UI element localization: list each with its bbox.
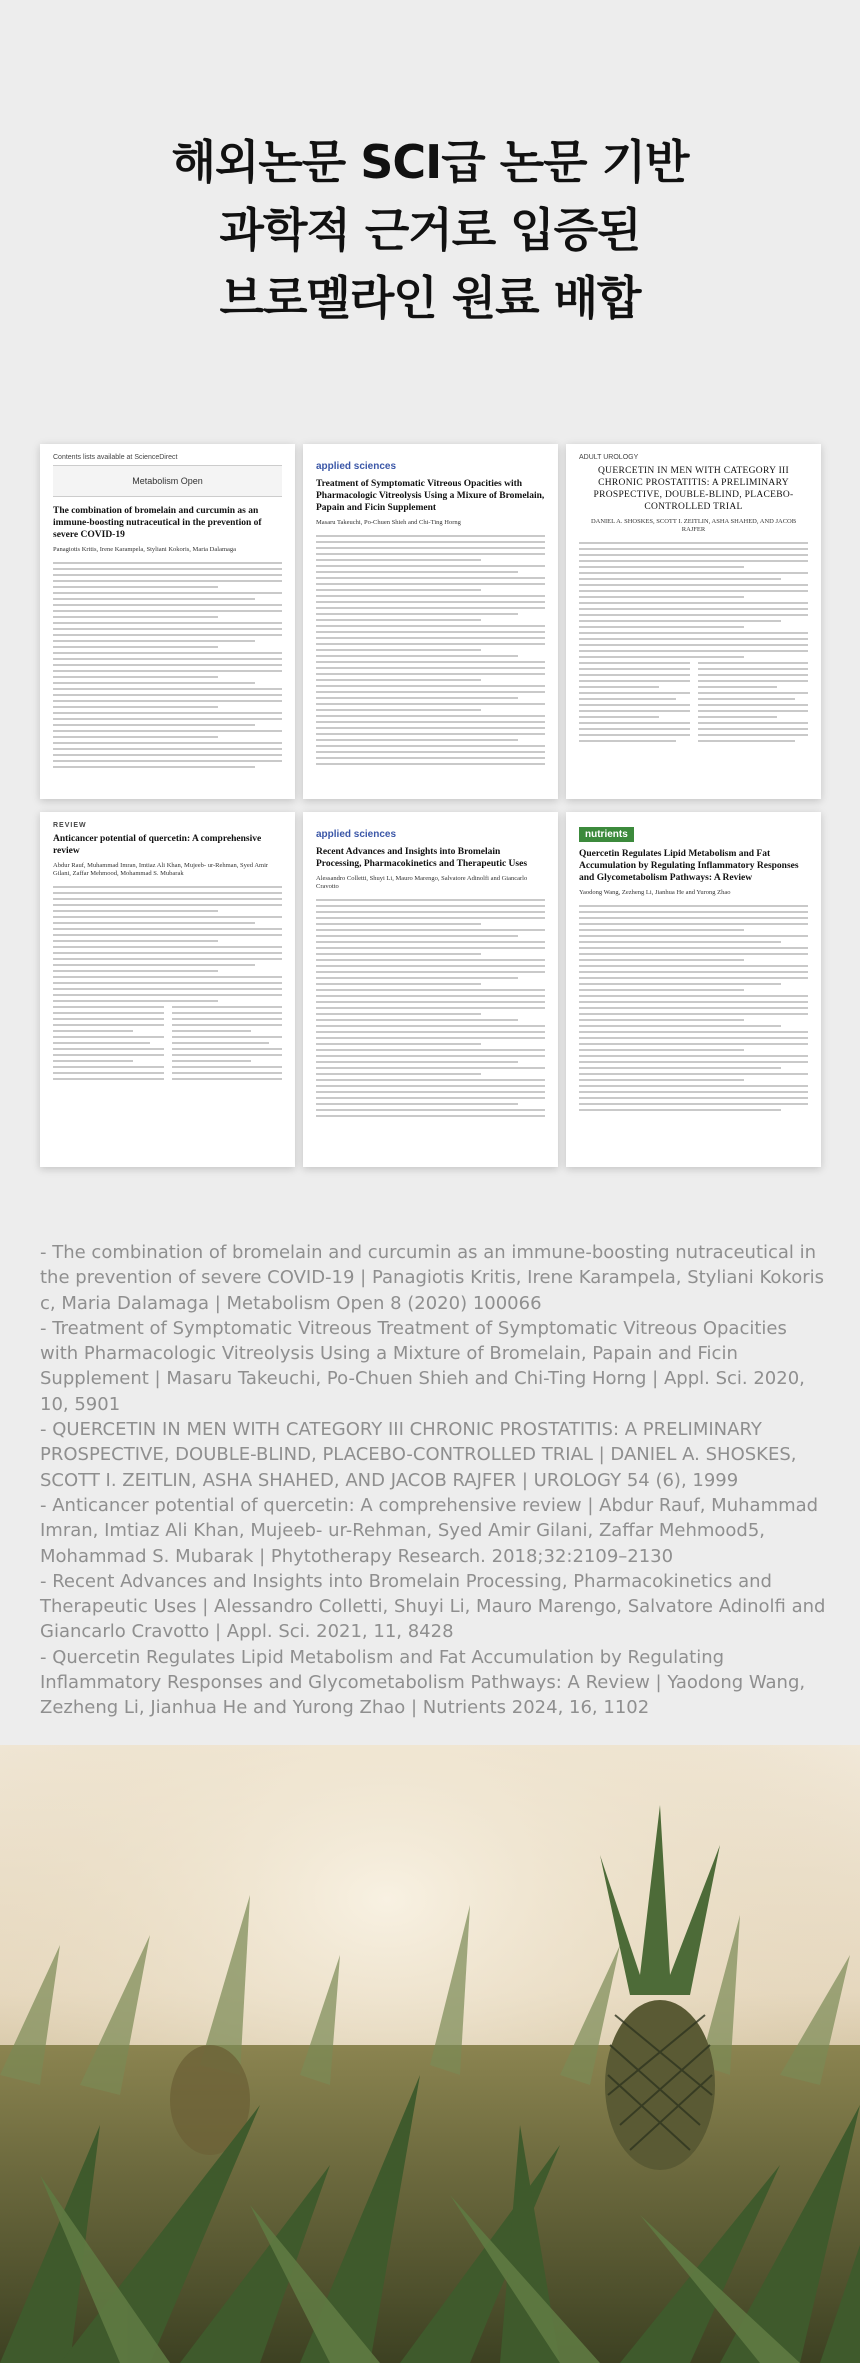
reference-list	[40, 1240, 830, 1721]
paper-body-lines	[579, 542, 808, 658]
paper-thumbnail-6	[566, 812, 821, 1167]
paper-grid	[40, 444, 820, 1167]
pineapple-field-photo	[0, 1745, 860, 2363]
paper-thumbnail-5	[303, 812, 558, 1167]
paper-columns	[53, 1006, 282, 1084]
paper-thumbnail-1	[40, 444, 295, 799]
paper-banner: Metabolism Open	[53, 465, 282, 497]
paper-thumbnail-3	[566, 444, 821, 799]
paper-journal: nutrients	[579, 827, 634, 842]
paper-body-lines	[316, 535, 545, 765]
paper-authors: Panagiotis Kritis, Irene Karampela, Styliani Kokoris, Maria Dalamaga	[53, 546, 237, 553]
reference-item: - Quercetin Regulates Lipid Metabolism and Fat Accumulation by Regulating Inflammatory Responses and Glycometabolism Pathways: A Review | Yaodong Wang, Zezheng Li, Jianhua He and Yurong Zhao | Nutrients 2024, 16, 1102	[40, 1646, 806, 1719]
paper-journal: applied sciences	[316, 829, 397, 840]
paper-body-lines	[53, 562, 282, 768]
paper-authors: Alessandro Colletti, Shuyi Li, Mauro Marengo, Salvatore Adinolfi and Giancarlo Cravotto	[316, 875, 528, 890]
paper-authors: Masaru Takeuchi, Po-Chuen Shieh and Chi-Ting Horng	[316, 519, 461, 526]
reference-item: - Treatment of Symptomatic Vitreous Treatment of Symptomatic Vitreous Opacities with Pharmacologic Vitreolysis Using a Mixture of Bromelain, Papain and Ficin Supplement | Masaru Takeuchi, Po-Chuen Shieh and Chi-Ting Horng | Appl. Sci. 2020, 10, 5901	[40, 1317, 805, 1415]
headline	[0, 128, 860, 332]
reference-item: - Anticancer potential of quercetin: A comprehensive review | Abdur Rauf, Muhammad Imran, Imtiaz Ali Khan, Mujeeb- ur-Rehman, Syed Amir Gilani, Zaffar Mehmood5, Mohammad S. Mubarak | Phytotherapy Research. 2018;32:2109–2130	[40, 1494, 819, 1567]
headline-line-2: 과학적 근거로 입증된	[219, 203, 641, 257]
paper-journal: ADULT UROLOGY	[579, 454, 639, 461]
paper-authors: Yaodong Wang, Zezheng Li, Jianhua He and Yurong Zhao	[579, 889, 731, 896]
headline-line-3: 브로멜라인 원료 배합	[219, 271, 641, 325]
paper-thumbnail-2	[303, 444, 558, 799]
paper-journal: Contents lists available at ScienceDirect	[53, 454, 178, 461]
reference-item: - QUERCETIN IN MEN WITH CATEGORY III CHRONIC PROSTATITIS: A PRELIMINARY PROSPECTIVE, DOUBLE-BLIND, PLACEBO-CONTROLLED TRIAL | DANIEL A. SHOSKES, SCOTT I. ZEITLIN, ASHA SHAHED, AND JACOB RAJFER | UROLOGY 54 (6), 1999	[40, 1419, 797, 1491]
paper-title: Quercetin Regulates Lipid Metabolism and Fat Accumulation by Regulating Inflammatory Responses and Glycometabolism Pathways: A Review	[579, 849, 799, 883]
paper-body-lines	[53, 886, 282, 1002]
reference-item: - The combination of bromelain and curcumin as an immune-boosting nutraceutical in the prevention of severe COVID-19 | Panagiotis Kritis, Irene Karampela, Styliani Kokoris c, Maria Dalamaga | Metabolism Open 8 (2020) 100066	[40, 1242, 825, 1314]
paper-title: QUERCETIN IN MEN WITH CATEGORY III CHRONIC PROSTATITIS: A PRELIMINARY PROSPECTIVE, DOUBLE-BLIND, PLACEBO-CONTROLLED TRIAL	[593, 466, 794, 512]
paper-title: The combination of bromelain and curcumin as an immune-boosting nutraceutical in the prevention of severe COVID-19	[53, 506, 262, 540]
paper-body-lines	[579, 905, 808, 1111]
pineapple-field-illustration	[0, 1745, 860, 2363]
headline-line-1: 해외논문 SCI급 논문 기반	[171, 135, 689, 189]
paper-columns	[579, 662, 808, 746]
paper-title: Treatment of Symptomatic Vitreous Opacities with Pharmacologic Vitreolysis Using a Mixure of Bromelain, Papain and Ficin Supplement	[316, 479, 545, 513]
paper-authors: Abdur Rauf, Muhammad Imran, Imtiaz Ali Khan, Mujeeb- ur-Rehman, Syed Amir Gilani, Zaffar Mehmood, Mohammad S. Mubarak	[53, 862, 269, 877]
paper-title: Anticancer potential of quercetin: A comprehensive review	[53, 834, 262, 856]
reference-item: - Recent Advances and Insights into Bromelain Processing, Pharmacokinetics and Therapeutic Uses | Alessandro Colletti, Shuyi Li, Mauro Marengo, Salvatore Adinolfi and Giancarlo Cravotto | Appl. Sci. 2021, 11, 8428	[40, 1570, 826, 1643]
paper-body-lines	[316, 899, 545, 1117]
paper-authors: DANIEL A. SHOSKES, SCOTT I. ZEITLIN, ASHA SHAHED, AND JACOB RAJFER	[590, 518, 797, 533]
paper-title: Recent Advances and Insights into Bromelain Processing, Pharmacokinetics and Therapeutic Uses	[316, 847, 528, 869]
paper-thumbnail-4	[40, 812, 295, 1167]
paper-journal: REVIEW	[53, 822, 87, 829]
paper-journal: applied sciences	[316, 461, 397, 472]
